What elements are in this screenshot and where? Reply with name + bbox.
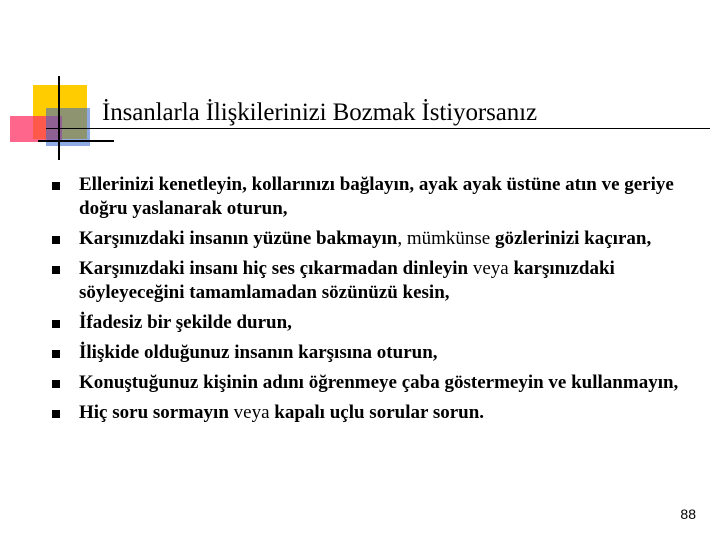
bullet-text-segment: karşınızdaki söyleyeceğini tamamlamadan sözünüzü kesin, [79, 258, 615, 303]
list-item [44, 173, 704, 221]
bullet-text-segment: İlişkide olduğunuz insanın karşısına oturun, [79, 342, 438, 363]
bullet-text-segment: kapalı uçlu sorular sorun. [274, 402, 485, 423]
list-item [44, 257, 704, 305]
square-bullet-icon [52, 236, 60, 244]
bullet-text-segment: , mümkünse [397, 228, 495, 249]
list-item [44, 371, 704, 395]
bullet-text-segment: veya [468, 258, 514, 279]
title-underline [46, 128, 710, 129]
bullet-text-segment: Ellerinizi kenetleyin, kollarınızı bağlayın, ayak ayak üstüne atın ve geriye doğru yaslanarak oturun, [79, 174, 674, 219]
square-bullet-icon [52, 410, 60, 418]
list-item [44, 311, 704, 335]
logo-vertical-line [58, 76, 60, 160]
logo-horizontal-line [38, 140, 114, 142]
square-bullet-icon [52, 320, 60, 328]
page-number: 88 [680, 506, 696, 522]
bullet-text-segment: Konuştuğunuz kişinin adını öğrenmeye çaba göstermeyin ve kullanmayın, [79, 372, 679, 393]
bullet-text-segment: gözlerinizi kaçıran, [495, 228, 652, 249]
slide-title: İnsanlarla İlişkilerinizi Bozmak İstiyorsanız [102, 99, 537, 126]
bullet-text-segment: İfadesiz bir şekilde durun, [79, 312, 292, 333]
square-bullet-icon [52, 182, 60, 190]
bullet-text-segment: Karşınızdaki insanı hiç ses çıkarmadan dinleyin [79, 258, 469, 279]
bullet-list [44, 173, 704, 431]
list-item [44, 227, 704, 251]
bullet-text-segment: Hiç soru sormayın [79, 402, 229, 423]
list-item [44, 341, 704, 365]
bullet-text-segment: Karşınızdaki insanın yüzüne bakmayın [79, 228, 398, 249]
square-bullet-icon [52, 380, 60, 388]
square-bullet-icon [52, 266, 60, 274]
list-item [44, 401, 704, 425]
square-bullet-icon [52, 350, 60, 358]
bullet-text-segment: veya [228, 402, 275, 423]
